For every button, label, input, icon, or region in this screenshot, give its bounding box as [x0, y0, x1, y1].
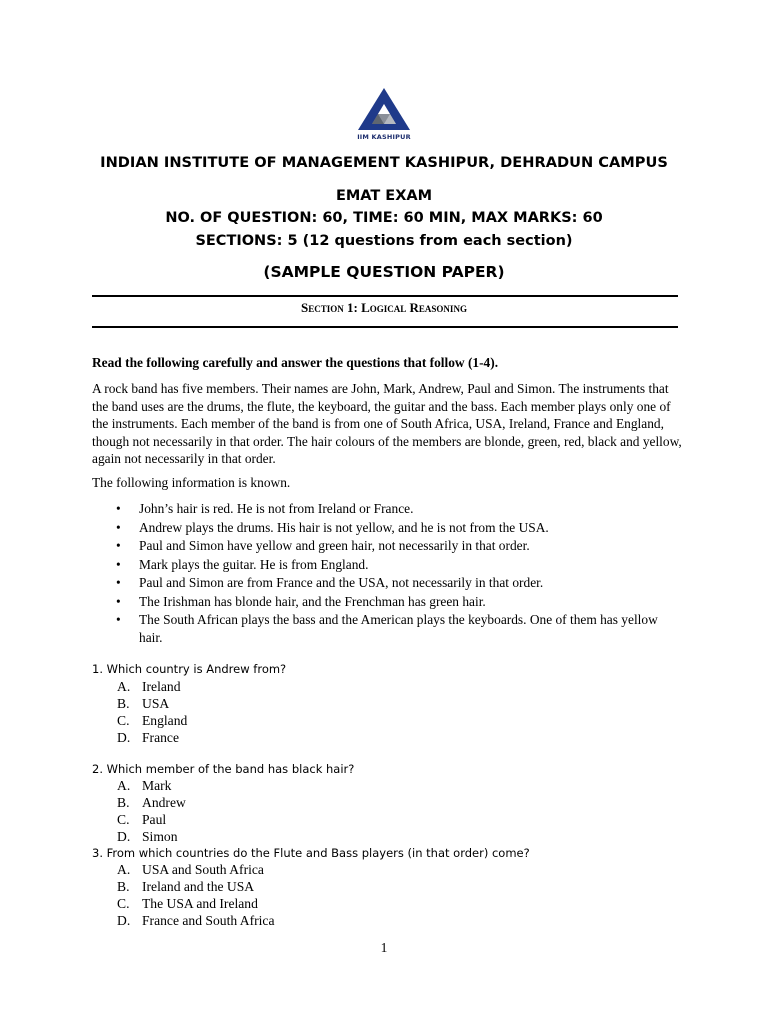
option-text: USA	[142, 696, 170, 711]
option-text: Ireland and the USA	[142, 879, 255, 894]
option-b	[117, 794, 186, 811]
option-letter: A.	[117, 862, 131, 877]
option-b	[117, 695, 187, 712]
option-d	[117, 729, 187, 746]
option-letter: C.	[117, 896, 130, 911]
clue-text: Mark plays the guitar. He is from England.	[139, 556, 369, 572]
question-3-options	[117, 861, 275, 929]
option-d	[117, 912, 275, 929]
bullet-icon: •	[116, 538, 121, 553]
section-title: Section 1: Logical Reasoning	[301, 300, 467, 315]
list-item	[92, 611, 682, 646]
logo-emblem-icon	[354, 86, 414, 134]
option-text: Ireland	[142, 679, 181, 694]
clue-text: John’s hair is red. He is not from Ireland or France.	[139, 501, 414, 516]
list-item	[92, 500, 682, 518]
bullet-icon: •	[116, 501, 121, 516]
instruction: Read the following carefully and answer the questions that follow (1-4).	[92, 355, 499, 370]
logo-text: IIM KASHIPUR	[357, 133, 411, 141]
option-letter: D.	[117, 829, 131, 844]
option-text: France and South Africa	[142, 913, 275, 928]
option-d	[117, 828, 186, 845]
list-item	[92, 556, 682, 574]
list-item	[92, 519, 682, 537]
option-letter: B.	[117, 879, 130, 894]
question-2: 2. Which member of the band has black hair?	[92, 762, 355, 776]
option-text: The USA and Ireland	[142, 896, 258, 911]
sample-paper-label: (SAMPLE QUESTION PAPER)	[263, 263, 505, 281]
iim-kashipur-logo	[354, 86, 414, 144]
option-text: Paul	[142, 812, 167, 827]
list-item	[92, 537, 682, 555]
clue-text: Andrew plays the drums. His hair is not yellow, and he is not from the USA.	[139, 519, 549, 535]
option-text: France	[142, 730, 179, 745]
bullet-icon: •	[116, 556, 121, 572]
option-text: Andrew	[142, 795, 186, 810]
option-text: Mark	[142, 778, 172, 793]
list-item	[92, 574, 682, 592]
option-letter: D.	[117, 730, 131, 745]
question-1: 1. Which country is Andrew from?	[92, 662, 287, 676]
option-text: Simon	[142, 829, 178, 844]
passage: A rock band has five members. Their names are John, Mark, Andrew, Paul and Simon. The instruments that the band uses are the drums, the flute, the keyboard, the guitar and the bass. Each member plays only one of the instruments. Each member of the band is from one of South Africa, USA, Ireland, France and England, though not necessarily in that order. The hair colours of the members are blonde, green, red, black and yellow, again not necessarily in that order.	[92, 381, 682, 466]
clue-list	[92, 500, 682, 647]
option-a	[117, 861, 275, 878]
option-letter: C.	[117, 713, 130, 728]
bullet-icon: •	[116, 612, 121, 627]
bullet-icon: •	[116, 519, 121, 535]
exam-title: EMAT EXAM	[335, 188, 433, 204]
option-text: England	[142, 713, 188, 728]
section-rule-bottom	[92, 326, 678, 328]
known-intro: The following information is known.	[92, 475, 291, 490]
question-1-options	[117, 678, 187, 746]
clue-text: The South African plays the bass and the American plays the keyboards. One of them has yellow hair.	[139, 612, 658, 645]
option-c	[117, 895, 275, 912]
option-letter: D.	[117, 913, 131, 928]
option-b	[117, 878, 275, 895]
option-letter: A.	[117, 679, 131, 694]
option-letter: C.	[117, 812, 130, 827]
question-3: 3. From which countries do the Flute and Bass players (in that order) come?	[92, 846, 530, 860]
question-2-options	[117, 777, 186, 845]
option-c	[117, 811, 186, 828]
page-number: 1	[380, 940, 388, 955]
section-rule-top	[92, 295, 678, 297]
bullet-icon: •	[116, 593, 121, 609]
bullet-icon: •	[116, 575, 121, 590]
option-letter: B.	[117, 696, 130, 711]
option-a	[117, 678, 187, 695]
clue-text: Paul and Simon have yellow and green hair, not necessarily in that order.	[139, 538, 530, 553]
exam-meta: NO. OF QUESTION: 60, TIME: 60 MIN, MAX MARKS: 60	[165, 210, 603, 226]
clue-text: The Irishman has blonde hair, and the Frenchman has green hair.	[139, 593, 486, 609]
option-letter: A.	[117, 778, 131, 793]
clue-text: Paul and Simon are from France and the USA, not necessarily in that order.	[139, 575, 544, 590]
exam-sections: SECTIONS: 5 (12 questions from each section)	[195, 233, 573, 249]
list-item	[92, 593, 682, 611]
option-text: USA and South Africa	[142, 862, 264, 877]
option-a	[117, 777, 186, 794]
option-c	[117, 712, 187, 729]
institute-title: INDIAN INSTITUTE OF MANAGEMENT KASHIPUR, DEHRADUN CAMPUS	[100, 154, 668, 171]
option-letter: B.	[117, 795, 130, 810]
